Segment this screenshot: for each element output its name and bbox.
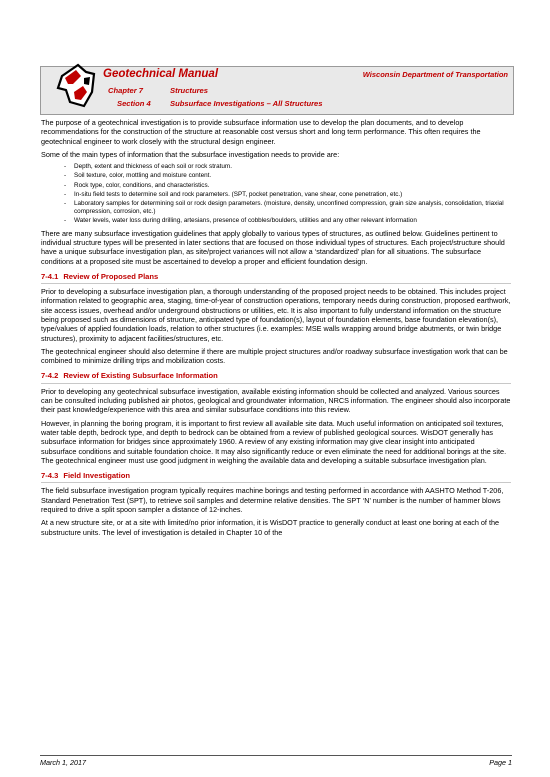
department-name: Wisconsin Department of Transportation — [362, 70, 508, 79]
section-paragraph: Prior to developing any geotechnical subsurface investigation, available existing information should be collected and analyzed. Various sources can be consulted including published air photos, geological and groundwater information, NRCS information. The engineer should also incorporate their past knowledge/experience with this area and similar subsurface conditions into this review. — [41, 386, 511, 415]
section-paragraph: The geotechnical engineer should also determine if there are multiple project structures and/or roadway subsurface investigation work that can be combined to minimize drilling trips and mobilization costs. — [41, 346, 508, 366]
manual-title: Geotechnical Manual — [103, 68, 219, 80]
list-item: - In-situ field tests to determine soil and rock parameters. (SPT, pocket penetration, vane shear, cone penetration, etc.) — [41, 191, 511, 199]
intro-paragraph-3: There are many subsurface investigation guidelines that apply globally to various types of structures, as outlined below. Guidelines pertinent to individual structure types will be presented in later sections that are focused on those individual types of structures. Each project/structure should have a unique subsurface investigation plan, as site/project variances will not allow a ‘standardized’ plan for all situations. The subsurface conditions at a proposed site must be ascertained to develop a proper and efficient foundation design. — [41, 228, 505, 266]
section-paragraph: The field subsurface investigation program typically requires machine borings and testing performed in accordance with AASHTO Method T-206, Standard Penetration Test (SPT), to retrieve soil samples and determine relative densities. The SPT ‘N’ number is the number of hammer blows required to drive a split spoon sampler a distance of 12-inches. — [41, 486, 504, 515]
section-title: Review of Existing Subsurface Information — [63, 371, 218, 381]
section-heading-7-4-1 — [41, 272, 511, 284]
section-heading-7-4-3 — [41, 471, 511, 483]
list-item: - Water levels, water loss during drilling, artesians, presence of cobbles/boulders, utilities and any other relevant information — [41, 217, 511, 225]
section-paragraph: However, in planning the boring program, it is important to first review all available site data. Much useful information on anticipated soil textures, water table depth, bedrock type, and depth to bedrock can be obtained from a review of published geological sources. WisDOT generally has subsurface information for bridges since approximately 1960. A review of any existing information may give clear insight into anticipated subsurface conditions and suitable foundation choice. It may also significantly reduce or even eliminate the need for additional borings at the site. The geotechnical engineer must use good judgment in weighing the available data and developing a suitable subsurface investigation plan. — [41, 418, 507, 465]
section-number: 7-4.2 — [41, 371, 59, 381]
section-heading-7-4-2 — [41, 371, 511, 383]
section-name: Subsurface Investigations – All Structures — [170, 99, 323, 108]
wisconsin-logo-icon — [56, 62, 100, 110]
list-item: - Laboratory samples for determining soil or rock design parameters. (moisture, density, unconfined compression, grain size analysis, consolidation, triaxial compression, corrosion, etc.) — [41, 200, 511, 216]
list-item: - Rock type, color, conditions, and characteristics. — [41, 182, 511, 190]
chapter-name: Structures — [170, 86, 208, 95]
main-content — [41, 118, 511, 541]
chapter-label: Chapter 7 — [108, 86, 144, 95]
section-number: 7-4.3 — [41, 471, 59, 481]
list-item: - Depth, extent and thickness of each soil or rock stratum. — [41, 163, 511, 171]
page-number: Page 1 — [489, 758, 512, 767]
footer-divider — [40, 755, 512, 756]
section-title: Review of Proposed Plans — [63, 271, 159, 281]
section-label: Section 4 — [117, 99, 151, 108]
intro-paragraph-2: Some of the main types of information that the subsurface investigation needs to provide are: — [41, 149, 340, 159]
section-paragraph: Prior to developing a subsurface investigation plan, a thorough understanding of the proposed project needs to be obtained. This includes project information related to geographic area, staging, time-of-year of construction operations, temporary needs during construction, proposed earthwork, site access issues, overhead and/or underground obstructions or utilities, etc. It is also important to fully understand information on the structure being proposed such as dimensions of structure, anticipated type of foundation(s), layout of foundation elements, base foundation elevation(s), type/values of applied foundation loads, relation to other structures (i.e. examples: MSE walls wrapping around bridge abutments, or twin bridge structures), proximity to adjacent facilities/structures, etc. — [41, 287, 511, 343]
section-paragraph: At a new structure site, or at a site with limited/no prior information, it is WisDOT practice to generally conduct at least one boring at each of the substructure units. The level of investigation is detailed in Chapter 10 of the — [41, 518, 500, 537]
footer-date: March 1, 2017 — [40, 758, 86, 767]
section-title: Field Investigation — [63, 471, 130, 481]
intro-paragraph-1: The purpose of a geotechnical investigation is to provide subsurface information use to develop the plan documents, and to develop recommendations for the construction of the structure at reasonable cost versus short and long term performance. This often requires the geotechnical engineer to work closely with the structural design engineer. — [41, 118, 481, 146]
section-number: 7-4.1 — [41, 271, 59, 281]
list-item: - Soil texture, color, mottling and moisture content. — [41, 172, 511, 180]
info-bullet-list — [41, 163, 511, 225]
